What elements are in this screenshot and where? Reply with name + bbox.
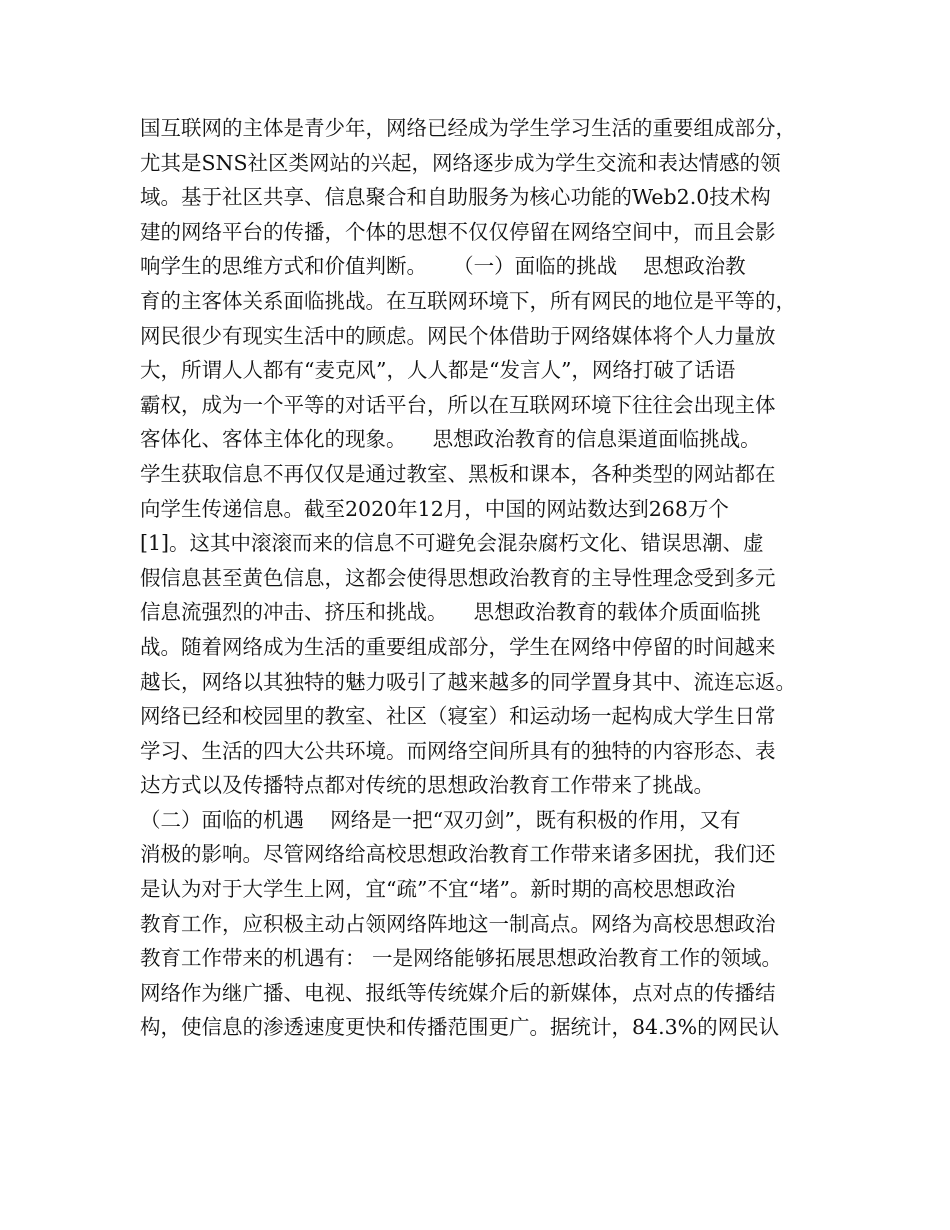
text-line: 建的网络平台的传播，个体的思想不仅仅停留在网络空间中，而且会影 xyxy=(140,219,776,244)
text-line: 消极的影响。尽管网络给高校思想政治教育工作带来诸多困扰，我们还 xyxy=(140,842,776,867)
text-line: （二）面临的机遇 网络是一把“双刃剑”，既有积极的作用，又有 xyxy=(140,807,741,832)
text-line: 客体化、客体主体化的现象。 思想政治教育的信息渠道面临挑战。 xyxy=(140,427,761,452)
text-line: 域。基于社区共享、信息聚合和自助服务为核心功能的Web2.0技术构 xyxy=(140,185,771,210)
text-line: 网络已经和校园里的教室、社区（寝室）和运动场一起构成大学生日常 xyxy=(140,704,776,729)
text-line: 网络作为继广播、电视、报纸等传统媒介后的新媒体，点对点的传播结 xyxy=(140,980,776,1005)
text-line: 学习、生活的四大公共环境。而网络空间所具有的独特的内容形态、表 xyxy=(140,738,776,763)
text-line: [1]。这其中滚滚而来的信息不可避免会混杂腐朽文化、错误思潮、虚 xyxy=(140,531,764,556)
text-line: 是认为对于大学生上网，宜“疏”不宜“堵”。新时期的高校思想政治 xyxy=(140,877,736,902)
text-line: 向学生传递信息。截至2020年12月，中国的网站数达到268万个 xyxy=(140,496,729,521)
text-line: 教育工作带来的机遇有： 一是网络能够拓展思想政治教育工作的领域。 xyxy=(140,946,783,971)
body-text xyxy=(140,111,840,1045)
text-line: 国互联网的主体是青少年，网络已经成为学生学习生活的重要组成部分， xyxy=(140,116,796,140)
text-line: 越长，网络以其独特的魅力吸引了越来越多的同学置身其中、流连忘返。 xyxy=(140,669,796,694)
text-line: 育的主客体关系面临挑战。在互联网环境下，所有网民的地位是平等的， xyxy=(140,288,796,313)
text-line: 构，使信息的渗透速度更快和传播范围更广。据统计，84.3%的网民认 xyxy=(140,1015,780,1040)
text-line: 响学生的思维方式和价值判断。 （一）面临的挑战 思想政治教 xyxy=(140,254,746,279)
text-line: 假信息甚至黄色信息，这都会使得思想政治教育的主导性理念受到多元 xyxy=(140,565,776,590)
text-line: 尤其是SNS社区类网站的兴起，网络逐步成为学生交流和表达情感的领 xyxy=(140,150,781,175)
text-line: 大，所谓人人都有“麦克风”，人人都是“发言人”，网络打破了话语 xyxy=(140,358,736,383)
text-line: 霸权，成为一个平等的对话平台，所以在互联网环境下往往会出现主体 xyxy=(140,392,776,417)
text-line: 网民很少有现实生活中的顾虑。网民个体借助于网络媒体将个人力量放 xyxy=(140,323,776,348)
text-line: 信息流强烈的冲击、挤压和挑战。 思想政治教育的载体介质面临挑 xyxy=(140,600,761,625)
text-line: 战。随着网络成为生活的重要组成部分，学生在网络中停留的时间越来 xyxy=(140,634,776,659)
text-line: 达方式以及传播特点都对传统的思想政治教育工作带来了挑战。 xyxy=(140,773,714,798)
text-line: 教育工作，应积极主动占领网络阵地这一制高点。网络为高校思想政治 xyxy=(140,911,776,936)
text-line: 学生获取信息不再仅仅是通过教室、黑板和课本，各种类型的网站都在 xyxy=(140,461,776,486)
